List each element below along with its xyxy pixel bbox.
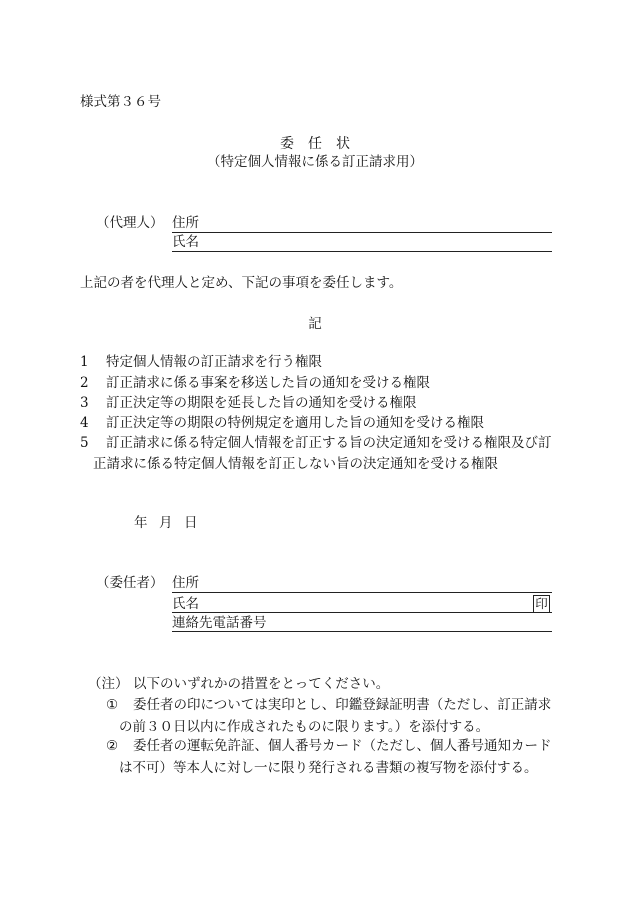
principal-phone-label: 連絡先電話番号 <box>172 615 267 631</box>
notes-intro: 以下のいずれかの措置をとってください。 <box>133 676 390 692</box>
list-item-number: 1 <box>80 354 89 370</box>
principal-label: （委任者） <box>96 575 164 591</box>
principal-address-line[interactable] <box>172 592 552 593</box>
document-subtitle: （特定個人情報に係る訂正請求用） <box>207 154 423 170</box>
principal-address-label: 住所 <box>172 575 199 591</box>
notes-label: （注） <box>88 676 129 692</box>
form-number: 様式第３６号 <box>80 94 161 110</box>
list-item-number: 2 <box>80 375 89 391</box>
list-item-number: 3 <box>80 395 89 411</box>
seal-box: 印 <box>533 595 550 613</box>
list-item-text: 訂正決定等の期限を延長した旨の通知を受ける権限 <box>106 395 417 411</box>
note-text: 委任者の運転免許証、個人番号カード（ただし、個人番号通知カードは不可）等本人に対し一に限り発行される書類の複写物を添付する。 <box>119 738 552 776</box>
date-year-label: 年 <box>134 515 148 531</box>
note-text: 委任者の印については実印とし、印鑑登録証明書（ただし、訂正請求の前３０日以内に作成されたものに限ります。）を添付する。 <box>119 697 552 735</box>
list-item-text: 訂正決定等の期限の特例規定を適用した旨の通知を受ける権限 <box>106 415 484 431</box>
agent-name-line[interactable] <box>172 251 552 252</box>
list-item-text: 訂正請求に係る事案を移送した旨の通知を受ける権限 <box>106 375 430 391</box>
note-marker: ① <box>106 697 119 713</box>
agent-address-label: 住所 <box>172 215 199 231</box>
list-item-number: 5 <box>80 435 89 451</box>
list-item-text: 訂正請求に係る特定個人情報を訂正する旨の決定通知を受ける権限及び訂 <box>106 435 552 451</box>
date-month-label: 月 <box>159 515 173 531</box>
note-marker: ② <box>106 738 119 754</box>
principal-name-line[interactable] <box>172 612 552 613</box>
agent-label: （代理人） <box>96 215 164 231</box>
date-day-label: 日 <box>184 515 198 531</box>
agent-name-label: 氏名 <box>172 234 199 250</box>
list-item-text-continuation: 正請求に係る特定個人情報を訂正しない旨の決定通知を受ける権限 <box>93 456 498 472</box>
list-item-number: 4 <box>80 415 89 431</box>
delegation-statement: 上記の者を代理人と定め、下記の事項を委任します。 <box>80 275 403 291</box>
principal-name-label: 氏名 <box>172 596 199 612</box>
ki-heading: 記 <box>308 316 322 332</box>
list-item-text: 特定個人情報の訂正請求を行う権限 <box>106 354 322 370</box>
principal-phone-line[interactable] <box>172 631 552 632</box>
document-title: 委 任 状 <box>280 136 350 152</box>
agent-address-line[interactable] <box>172 232 552 233</box>
